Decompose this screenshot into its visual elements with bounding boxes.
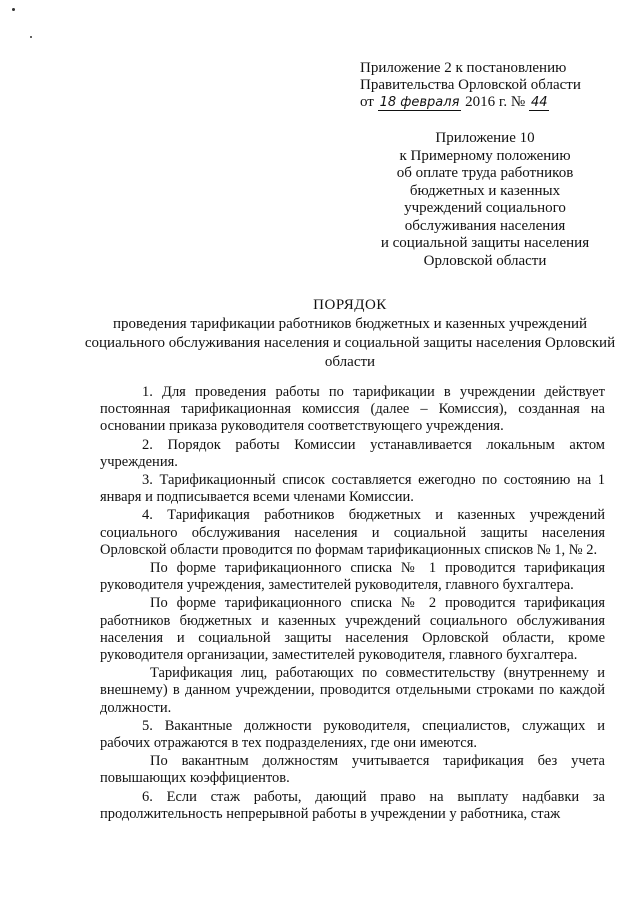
title-subtitle: проведения тарификации работников бюджетных и казенных учреждений социального обслуживания населения и социальной защиты населения Орловский области: [84, 316, 616, 370]
scan-speck: [12, 8, 15, 11]
header-date-line: [360, 94, 610, 111]
document-body: [100, 384, 605, 824]
paragraph: Тарификация лиц, работающих по совместительству (внутреннему и внешнему) в данном учреждении, проводится отдельными строками по каждой должности.: [100, 665, 605, 716]
document-title: [80, 296, 620, 372]
appendix-line: и социальной защиты населения: [380, 235, 590, 251]
paragraph: 5. Вакантные должности руководителя, специалистов, служащих и рабочих отражаются в тех подразделениях, где они имеются.: [100, 717, 605, 752]
appendix-line: бюджетных и казенных: [409, 182, 561, 199]
paragraph: 4. Тарификация работников бюджетных и казенных учреждений социального обслуживания населения и социальной защиты населения Орловской области проводится по формам тарификационных списков № 1, № 2.: [100, 507, 605, 558]
date-year: 2016 г. №: [465, 94, 526, 110]
paragraph: По форме тарификационного списка № 2 проводится тарификация работников бюджетных и казенных учреждений социального обслуживания населения и социальной защиты населения Орловской области, кроме руководителя организации, заместителей руководителя, главного бухгалтера.: [100, 595, 605, 664]
paragraph: 3. Тарификационный список составляется ежегодно по состоянию на 1 января и подписывается всеми членами Комиссии.: [100, 472, 605, 506]
resolution-header: [360, 60, 610, 111]
appendix-line: Орловской области: [423, 252, 547, 269]
header-line-2: Правительства Орловской области: [360, 77, 581, 93]
appendix-line: обслуживания населения: [404, 217, 566, 234]
appendix-line: об оплате труда работников: [396, 165, 574, 181]
title-main: ПОРЯДОК: [313, 297, 387, 313]
appendix-line: Приложение 10: [435, 130, 535, 146]
appendix-line: учреждений социального: [404, 200, 566, 216]
appendix-line: к Примерному положению: [399, 147, 571, 164]
date-prefix: от: [360, 94, 374, 110]
scan-speck: [30, 36, 32, 38]
handwritten-date: 18 февраля: [379, 95, 460, 110]
appendix-header: [360, 130, 610, 270]
paragraph: По форме тарификационного списка № 1 проводится тарификация руководителя учреждения, заместителей руководителя, главного бухгалтера.: [100, 560, 605, 594]
paragraph: 1. Для проведения работы по тарификации в учреждении действует постоянная тарификационная комиссия (далее – Комиссия), созданная на основании приказа руководителя соответствующего учреждения.: [100, 384, 605, 435]
handwritten-number: 44: [530, 95, 548, 110]
header-line-1: Приложение 2 к постановлению: [360, 60, 567, 76]
paragraph: По вакантным должностям учитывается тарификация без учета повышающих коэффициентов.: [100, 753, 605, 787]
paragraph: 2. Порядок работы Комиссии устанавливается локальным актом учреждения.: [100, 436, 605, 470]
paragraph: 6. Если стаж работы, дающий право на выплату надбавки за продолжительность непрерывной работы в учреждении у работника, стаж: [100, 788, 605, 822]
